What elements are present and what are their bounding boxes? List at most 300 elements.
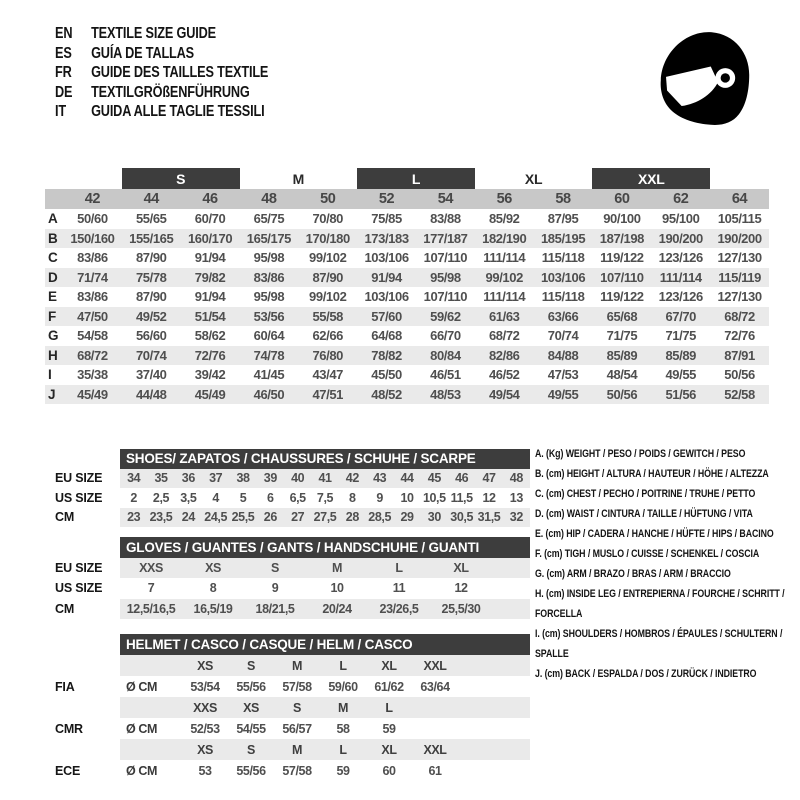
column-header: 44 (143, 191, 159, 207)
cell-value: 23,5 (149, 510, 173, 525)
row-label: CM (55, 601, 75, 616)
size-value: 50/56 (724, 367, 755, 383)
size-value: 99/102 (309, 250, 347, 266)
helmet-size-cm: 63/64 (420, 679, 450, 694)
size-value: 70/74 (547, 328, 579, 344)
size-value: 173/183 (364, 230, 409, 246)
size-value: 107/110 (423, 250, 468, 266)
cell-value: 8 (349, 490, 356, 505)
cell-value: 27,5 (313, 510, 337, 525)
language-title-row (55, 83, 268, 103)
cell-value: XS (205, 560, 221, 575)
textile-row-d (45, 268, 769, 288)
size-value: 63/66 (547, 308, 579, 324)
legend-entry: H. (cm) INSIDE LEG / ENTREPIERNA / FOURCHE / SCHRITT / FORCELLA (535, 588, 785, 620)
size-value: 68/72 (488, 328, 520, 344)
standard-label: ECE (55, 763, 81, 778)
cell-value: 28 (345, 510, 359, 525)
size-value: 58/62 (194, 328, 226, 344)
cell-value: 25,5 (231, 510, 255, 525)
size-value: 49/55 (547, 386, 579, 402)
cell-value: 42 (345, 471, 359, 486)
sub-table-row (45, 469, 530, 489)
diameter-unit: Ø CM (126, 679, 158, 694)
gloves-table (45, 537, 530, 619)
column-header: 48 (261, 191, 277, 207)
size-value: 91/94 (194, 250, 226, 266)
cell-value: 48 (509, 471, 523, 486)
helmet-size-label: XS (243, 700, 259, 715)
cell-value: 12 (454, 581, 468, 596)
sizes-cells (120, 739, 530, 760)
size-value: 76/80 (312, 347, 344, 363)
row-cells (120, 558, 530, 579)
row-cells (120, 599, 530, 620)
legend-entry: A. (Kg) WEIGHT / PESO / POIDS / GEWITCH / PESO (535, 448, 746, 460)
helmet-sizes-row (45, 655, 530, 676)
size-value: 70/80 (312, 211, 344, 227)
cell-value: 27 (291, 510, 305, 525)
size-value: 165/175 (246, 230, 291, 246)
cell-value: 38 (236, 471, 250, 486)
size-value: 75/85 (371, 211, 402, 227)
row-label: CM (55, 510, 75, 525)
row-letter: H (48, 347, 58, 363)
guide-title: GUIDE DES TAILLES TEXTILE (91, 64, 269, 81)
textile-row-f (45, 307, 769, 327)
size-value: 41/45 (253, 367, 285, 383)
legend-entry: E. (cm) HIP / CADERA / HANCHE / HÜFTE / HIPS / BACINO (535, 528, 774, 540)
helmet-values-row (45, 760, 530, 781)
cell-value: 39 (263, 471, 277, 486)
size-value: 80/84 (430, 347, 461, 363)
size-value: 87/90 (312, 269, 344, 285)
column-header: 62 (673, 191, 689, 207)
helmet-size-label: XL (381, 658, 397, 673)
size-value: 115/118 (541, 289, 585, 305)
row-label: EU SIZE (55, 560, 103, 575)
size-value: 83/86 (77, 250, 108, 266)
size-value: 187/198 (599, 230, 644, 246)
column-header: 56 (496, 191, 512, 207)
size-group-m: M (292, 170, 305, 187)
size-value: 83/88 (430, 211, 461, 227)
size-value: 39/42 (194, 367, 226, 383)
cell-value: 11,5 (450, 490, 473, 505)
helmet-size-cm: 59/60 (328, 679, 358, 694)
helmet-sizes-row (45, 739, 530, 760)
cell-value: 6,5 (289, 490, 306, 505)
diameter-unit: Ø CM (126, 721, 158, 736)
size-value: 103/106 (364, 289, 409, 305)
cell-value: 45 (427, 471, 441, 486)
size-value: 83/86 (77, 289, 108, 305)
helmet-size-label: M (291, 742, 302, 757)
textile-row-c (45, 248, 769, 268)
size-value: 190/200 (717, 230, 762, 246)
cell-value: 47 (482, 471, 496, 486)
size-value: 44/48 (135, 386, 167, 402)
row-letter: J (48, 386, 56, 402)
size-value: 170/180 (305, 230, 350, 246)
size-value: 95/98 (253, 250, 285, 266)
size-value: 49/52 (135, 308, 167, 324)
textile-row-a (45, 209, 769, 229)
cell-value: 43 (373, 471, 387, 486)
size-value: 72/76 (724, 328, 755, 344)
spacer (45, 739, 120, 760)
language-title-row (55, 102, 268, 122)
cell-value: 35 (154, 471, 168, 486)
gloves-rows (45, 558, 530, 620)
language-title-list (55, 24, 268, 122)
textile-row-e (45, 287, 769, 307)
size-value: 49/54 (488, 386, 520, 402)
helmet-size-label: XXL (423, 742, 447, 757)
legend-entry: G. (cm) ARM / BRAZO / BRAS / ARM / BRACCIO (535, 568, 731, 580)
textile-row-i (45, 365, 769, 385)
legend-entry: J. (cm) BACK / ESPALDA / DOS / ZURÜCK / INDIETRO (535, 668, 757, 680)
textile-size-table (45, 168, 769, 404)
size-value: 61/63 (488, 308, 520, 324)
size-value: 46/50 (253, 386, 285, 402)
column-header: 64 (731, 191, 748, 207)
textile-row-h (45, 346, 769, 366)
size-value: 105/115 (717, 211, 762, 227)
helmet-size-label: XS (197, 658, 213, 673)
cell-value: L (395, 560, 403, 575)
helmet-size-label: L (339, 742, 347, 757)
size-value: 48/53 (430, 386, 461, 402)
textile-row-j (45, 385, 769, 405)
size-value: 82/86 (488, 347, 520, 363)
size-value: 74/78 (253, 347, 285, 363)
cell-value: 9 (376, 490, 383, 505)
row-letter: B (48, 230, 58, 246)
size-value: 84/88 (547, 347, 579, 363)
size-group-row (45, 168, 769, 189)
cell-value: 3,5 (180, 490, 197, 505)
size-value: 71/75 (606, 328, 638, 344)
row-label: EU SIZE (55, 471, 103, 486)
cell-value: 12,5/16,5 (126, 601, 176, 616)
cell-value: XL (453, 560, 469, 575)
size-value: 160/170 (187, 230, 233, 246)
sub-table-row (45, 508, 530, 528)
size-group-l: L (357, 168, 475, 189)
size-value: 90/100 (603, 211, 641, 227)
legend-entry: B. (cm) HEIGHT / ALTURA / HAUTEUR / HÖHE / ALTEZZA (535, 468, 769, 480)
size-value: 68/72 (77, 347, 108, 363)
language-code: IT (55, 103, 66, 120)
size-value: 66/70 (430, 328, 461, 344)
cell-value: 10 (330, 581, 344, 596)
row-cells (120, 508, 530, 528)
row-cells (120, 578, 530, 599)
size-group-xxl: XXL (592, 168, 710, 189)
cell-value: 29 (400, 510, 414, 525)
size-value: 37/40 (135, 367, 167, 383)
sub-table-row (45, 488, 530, 508)
textile-row-b (45, 229, 769, 249)
sub-table-row (45, 558, 530, 579)
size-value: 45/49 (194, 386, 226, 402)
row-label: US SIZE (55, 581, 103, 596)
cell-value: 44 (400, 471, 414, 486)
cell-value: 25,5/30 (441, 601, 481, 616)
size-value: 52/58 (724, 386, 755, 402)
language-code: FR (55, 64, 72, 81)
helmet-size-cm: 54/55 (236, 721, 266, 736)
size-value: 62/66 (312, 328, 344, 344)
size-value: 45/49 (77, 386, 108, 402)
size-value: 49/55 (665, 367, 697, 383)
cell-value: 36 (181, 471, 195, 486)
cell-value: 6 (267, 490, 274, 505)
spacer (45, 634, 120, 655)
size-value: 91/94 (371, 269, 402, 285)
size-value: 70/74 (135, 347, 167, 363)
size-value: 60/70 (194, 211, 226, 227)
row-cells (120, 488, 530, 508)
row-letter: G (48, 328, 59, 344)
size-value: 78/82 (371, 347, 402, 363)
helmet-size-cm: 53/54 (190, 679, 220, 694)
cell-value: 26 (263, 510, 277, 525)
size-value: 182/190 (482, 230, 527, 246)
size-value: 99/102 (309, 289, 347, 305)
size-value: 103/106 (364, 250, 409, 266)
cell-value: 30 (427, 510, 441, 525)
row-letter: I (48, 367, 52, 383)
cell-value: 9 (271, 581, 279, 596)
size-value: 87/95 (547, 211, 579, 227)
helmet-size-cm: 60 (382, 763, 396, 778)
helmet-size-cm: 57/58 (282, 679, 312, 694)
size-value: 95/100 (662, 211, 700, 227)
helmet-size-label: L (339, 658, 347, 673)
legend-entry: D. (cm) WAIST / CINTURA / TAILLE / HÜFTUNG / VITA (535, 508, 753, 520)
size-value: 64/68 (371, 328, 402, 344)
cell-value: 23 (127, 510, 141, 525)
cell-value: 28,5 (368, 510, 392, 525)
sub-table-row (45, 599, 530, 620)
size-value: 115/119 (718, 269, 761, 285)
sizes-cells (120, 697, 530, 718)
cell-value: 7 (147, 581, 155, 596)
textile-row-g (45, 326, 769, 346)
gloves-table-title: GLOVES / GUANTES / GANTS / HANDSCHUHE / GUANTI (120, 537, 530, 558)
spacer (45, 697, 120, 718)
spacer (45, 537, 120, 558)
values-cells (120, 676, 530, 697)
helmet-size-cm: 52/53 (190, 721, 220, 736)
helmet-size-cm: 59 (336, 763, 350, 778)
cell-value: 2 (130, 490, 137, 505)
size-value: 47/51 (312, 386, 344, 402)
helmet-size-label: M (337, 700, 348, 715)
cell-value: 37 (209, 471, 223, 486)
size-value: 56/60 (135, 328, 167, 344)
legend-entry: C. (cm) CHEST / PECHO / POITRINE / TRUHE / PETTO (535, 488, 756, 500)
row-label: US SIZE (55, 490, 103, 505)
size-value: 85/89 (606, 347, 638, 363)
size-value: 79/82 (194, 269, 226, 285)
cell-value: 31,5 (477, 510, 501, 525)
cell-value: 46 (455, 471, 469, 486)
helmet-rows (45, 655, 530, 781)
row-letter: A (48, 211, 58, 227)
helmet-size-cm: 59 (382, 721, 396, 736)
helmet-size-label: XXS (193, 700, 217, 715)
size-group-xl: XL (524, 170, 543, 187)
size-value: 43/47 (312, 367, 344, 383)
helmet-size-cm: 58 (336, 721, 350, 736)
helmet-size-label: S (247, 742, 255, 757)
guide-title: GUIDA ALLE TAGLIE TESSILI (91, 103, 265, 120)
language-code: DE (55, 83, 73, 101)
size-value: 123/126 (658, 289, 703, 305)
size-value: 95/98 (430, 269, 461, 285)
helmet-values-row (45, 676, 530, 697)
size-value: 72/76 (194, 347, 226, 363)
row-letter: E (48, 289, 58, 305)
size-value: 53/56 (253, 308, 285, 324)
diameter-unit: Ø CM (126, 763, 158, 778)
spacer (45, 655, 120, 676)
size-value: 71/75 (665, 328, 697, 344)
column-header: 42 (84, 191, 101, 207)
size-value: 190/200 (658, 230, 703, 246)
size-value: 150/160 (70, 230, 115, 246)
size-value: 177/187 (423, 230, 468, 246)
row-letter: D (48, 269, 58, 285)
helmet-size-label: S (247, 658, 255, 673)
language-title-row (55, 63, 268, 83)
size-value: 123/126 (658, 250, 703, 266)
size-value: 54/58 (77, 328, 108, 344)
guide-title: GUÍA DE TALLAS (91, 44, 194, 62)
size-value: 45/50 (371, 367, 402, 383)
language-code: EN (55, 25, 73, 42)
size-value: 48/54 (606, 367, 638, 383)
guide-title: TEXTILE SIZE GUIDE (91, 25, 216, 42)
column-header: 54 (437, 191, 454, 207)
size-value: 115/118 (541, 250, 585, 266)
cell-value: 30,5 (450, 510, 474, 525)
size-value: 83/86 (253, 269, 285, 285)
cell-value: 13 (509, 490, 523, 505)
cell-value: 16,5/19 (193, 601, 233, 616)
values-cells (120, 718, 530, 739)
cell-value: 7,5 (316, 490, 334, 505)
column-header-row (45, 189, 769, 209)
legend-entry: I. (cm) SHOULDERS / HOMBROS / ÉPAULES / SCHULTERN / SPALLE (535, 628, 783, 660)
language-title-row (55, 44, 268, 64)
standard-label: FIA (55, 679, 75, 694)
gloves-header-row (45, 537, 530, 558)
cell-value: 20/24 (322, 601, 352, 616)
row-letter: C (48, 250, 58, 266)
size-value: 87/91 (724, 347, 755, 363)
size-value: 68/72 (724, 308, 755, 324)
cell-value: 5 (239, 490, 247, 505)
cell-value: 10,5 (422, 490, 446, 505)
size-value: 85/89 (665, 347, 697, 363)
row-cells (120, 469, 530, 489)
helmet-size-label: L (385, 700, 393, 715)
size-value: 50/60 (77, 211, 108, 227)
size-value: 46/52 (488, 367, 520, 383)
column-header: 60 (614, 191, 630, 207)
column-header: 58 (555, 191, 571, 207)
size-value: 65/75 (253, 211, 285, 227)
cell-value: 23/26,5 (379, 601, 419, 616)
size-value: 75/78 (135, 269, 167, 285)
helmet-size-cm: 56/57 (282, 721, 312, 736)
cell-value: 32 (509, 510, 523, 525)
cell-value: 40 (291, 471, 305, 486)
helmet-size-cm: 53 (198, 763, 212, 778)
helmet-size-label: XXL (423, 658, 447, 673)
size-value: 47/53 (547, 367, 579, 383)
cell-value: S (271, 560, 279, 575)
cell-value: 34 (127, 471, 141, 486)
size-value: 111/114 (659, 269, 702, 285)
size-value: 107/110 (600, 269, 644, 285)
measure-legend (535, 444, 794, 684)
shoes-table-title: SHOES/ ZAPATOS / CHAUSSURES / SCHUHE / SCARPE (120, 449, 530, 469)
helmet-header-row (45, 634, 530, 655)
cell-value: 24 (181, 510, 195, 525)
helmet-size-cm: 61 (428, 763, 442, 778)
values-cells (120, 760, 530, 781)
size-value: 99/102 (485, 269, 523, 285)
helmet-size-cm: 55/56 (236, 763, 266, 778)
standard-label: CMR (55, 721, 83, 736)
size-value: 57/60 (371, 308, 402, 324)
cell-value: 24,5 (204, 510, 228, 525)
cell-value: 11 (392, 581, 406, 596)
size-value: 155/165 (129, 230, 174, 246)
size-value: 67/70 (665, 308, 697, 324)
cell-value: 10 (400, 490, 414, 505)
sub-table-row (45, 578, 530, 599)
size-value: 119/122 (600, 250, 644, 266)
size-value: 71/74 (77, 269, 108, 285)
size-value: 127/130 (717, 250, 762, 266)
helmet-size-label: XS (197, 742, 213, 757)
row-letter: F (48, 308, 57, 324)
shoes-table (45, 449, 530, 527)
size-value: 103/106 (540, 269, 586, 285)
size-value: 95/98 (253, 289, 285, 305)
size-value: 127/130 (717, 289, 762, 305)
cell-value: 41 (318, 471, 332, 486)
size-value: 55/65 (135, 211, 167, 227)
size-value: 55/58 (312, 308, 344, 324)
cell-value: 2,5 (152, 490, 170, 505)
cell-value: 18/21,5 (255, 601, 295, 616)
size-value: 59/62 (430, 308, 461, 324)
spacer (45, 449, 120, 469)
size-value: 47/50 (77, 308, 108, 324)
helmet-size-cm: 61/62 (374, 679, 404, 694)
cell-value: 8 (209, 581, 217, 596)
size-value: 48/52 (371, 386, 402, 402)
cell-value: 4 (212, 490, 219, 505)
size-value: 107/110 (423, 289, 468, 305)
